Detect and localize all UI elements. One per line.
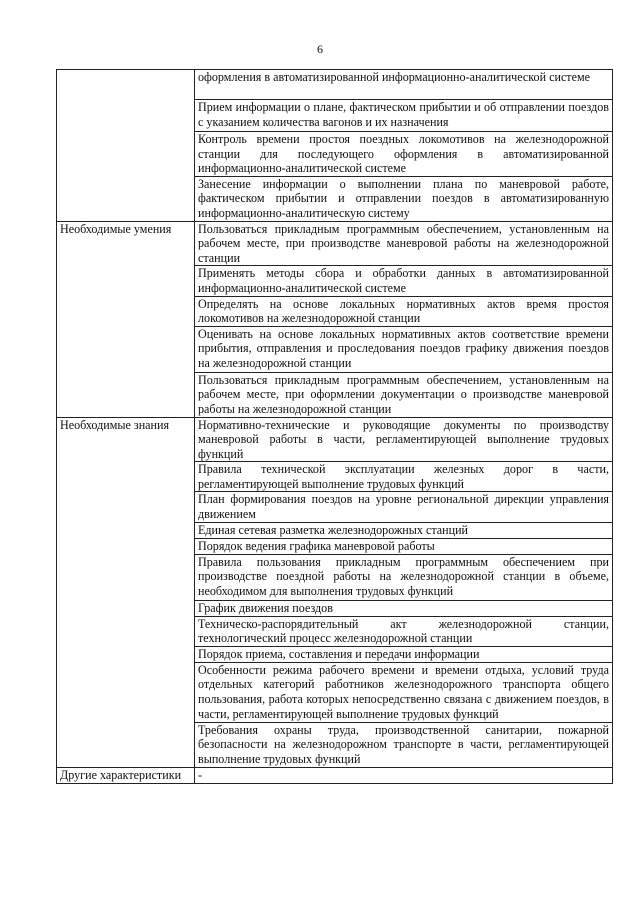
requirement-text: Определять на основе локальных нормативных актов время простоя локомотивов на железнодорожной станции	[198, 296, 609, 326]
requirement-text: Правила пользования прикладным программным обеспечением при производстве поездной работы на железнодорожной станции в объеме, необходимом для выполнения трудовых функций	[198, 554, 609, 598]
requirement-text: Занесение информации о выполнении плана по маневровой работе, фактическом прибытии и отправлении поездов в автоматизированную информационно-аналитическую систему	[198, 176, 609, 220]
requirement-text: Контроль времени простоя поездных локомотивов на железнодорожной станции для последующего оформления в автоматизированной информационно-аналитической системе	[198, 132, 609, 176]
requirement-text: План формирования поездов на уровне региональной дирекции управления движением	[198, 492, 609, 522]
requirement-cell	[195, 767, 613, 783]
requirement-cell	[195, 326, 613, 372]
requirement-cell	[195, 221, 613, 266]
requirement-cell	[195, 600, 613, 616]
requirement-text: График движения поездов	[198, 600, 333, 615]
requirement-text: -	[198, 767, 203, 782]
requirement-text: Пользоваться прикладным программным обеспечением, установленным на рабочем месте, при оформлении документации о производстве маневровой работы на железнодорожной станции	[198, 372, 609, 416]
requirement-cell	[195, 538, 613, 554]
requirement-text: Требования охраны труда, производственной санитарии, пожарной безопасности на железнодорожном транспорте в части, регламентирующей выполнение трудовых функций	[198, 722, 609, 767]
requirement-text: Пользоваться прикладным программным обеспечением, установленным на рабочем месте, при производстве маневровой работы на железнодорожной станции	[198, 221, 609, 265]
requirement-text: Особенности режима рабочего времени и времени отдыха, условий труда отдельных категорий работников железнодорожного транспорта общего пользования, работа которых непосредственно связана с движением поездов, в части, регламентирующей выполнение трудовых функций	[198, 662, 609, 721]
requirement-text: Нормативно-технические и руководящие документы по производству маневровой работы в части, регламентирующей выполнение трудовых функций	[198, 417, 609, 461]
table-row	[57, 221, 613, 266]
competency-table	[56, 69, 613, 784]
requirement-cell	[195, 722, 613, 767]
page-number: 6	[317, 42, 323, 56]
requirement-cell	[195, 70, 613, 100]
requirement-text: Оценивать на основе локальных нормативных актов соответствие времени прибытия, отправления и проследования поездов графику движения поездов на железнодорожной станции	[198, 326, 609, 370]
requirement-text: Прием информации о плане, фактическом прибытии и об отправлении поездов с указанием количества вагонов и их назначения	[198, 100, 609, 129]
requirement-cell	[195, 462, 613, 492]
requirement-cell	[195, 296, 613, 326]
requirement-text: оформления в автоматизированной информационно-аналитической системе	[198, 70, 590, 84]
requirement-cell	[195, 616, 613, 646]
requirement-text: Техническо-распорядительный акт железнодорожной станции, технологический процесс железнодорожной станции	[198, 616, 609, 646]
table-row	[57, 417, 613, 462]
requirement-text: Правила технической эксплуатации железных дорог в части, регламентирующей выполнение трудовых функций	[198, 462, 609, 491]
requirement-cell	[195, 522, 613, 538]
requirement-cell	[195, 662, 613, 722]
requirement-cell	[195, 132, 613, 177]
section-label	[57, 70, 195, 222]
requirement-text: Порядок ведения графика маневровой работы	[198, 538, 435, 553]
section-label: Другие характеристики	[57, 767, 195, 783]
table-row	[57, 70, 613, 100]
requirement-text: Порядок приема, составления и передачи информации	[198, 646, 480, 661]
requirement-cell	[195, 492, 613, 522]
requirement-cell	[195, 417, 613, 462]
section-label: Необходимые умения	[57, 221, 195, 417]
requirement-cell	[195, 176, 613, 221]
requirement-cell	[195, 646, 613, 662]
requirement-cell	[195, 266, 613, 296]
requirement-cell	[195, 100, 613, 132]
table-row	[57, 767, 613, 783]
section-label: Необходимые знания	[57, 417, 195, 767]
requirement-cell	[195, 372, 613, 417]
requirement-text: Единая сетевая разметка железнодорожных станций	[198, 522, 469, 537]
requirement-text: Применять методы сбора и обработки данных в автоматизированной информационно-аналитической системе	[198, 266, 609, 295]
requirement-cell	[195, 554, 613, 600]
